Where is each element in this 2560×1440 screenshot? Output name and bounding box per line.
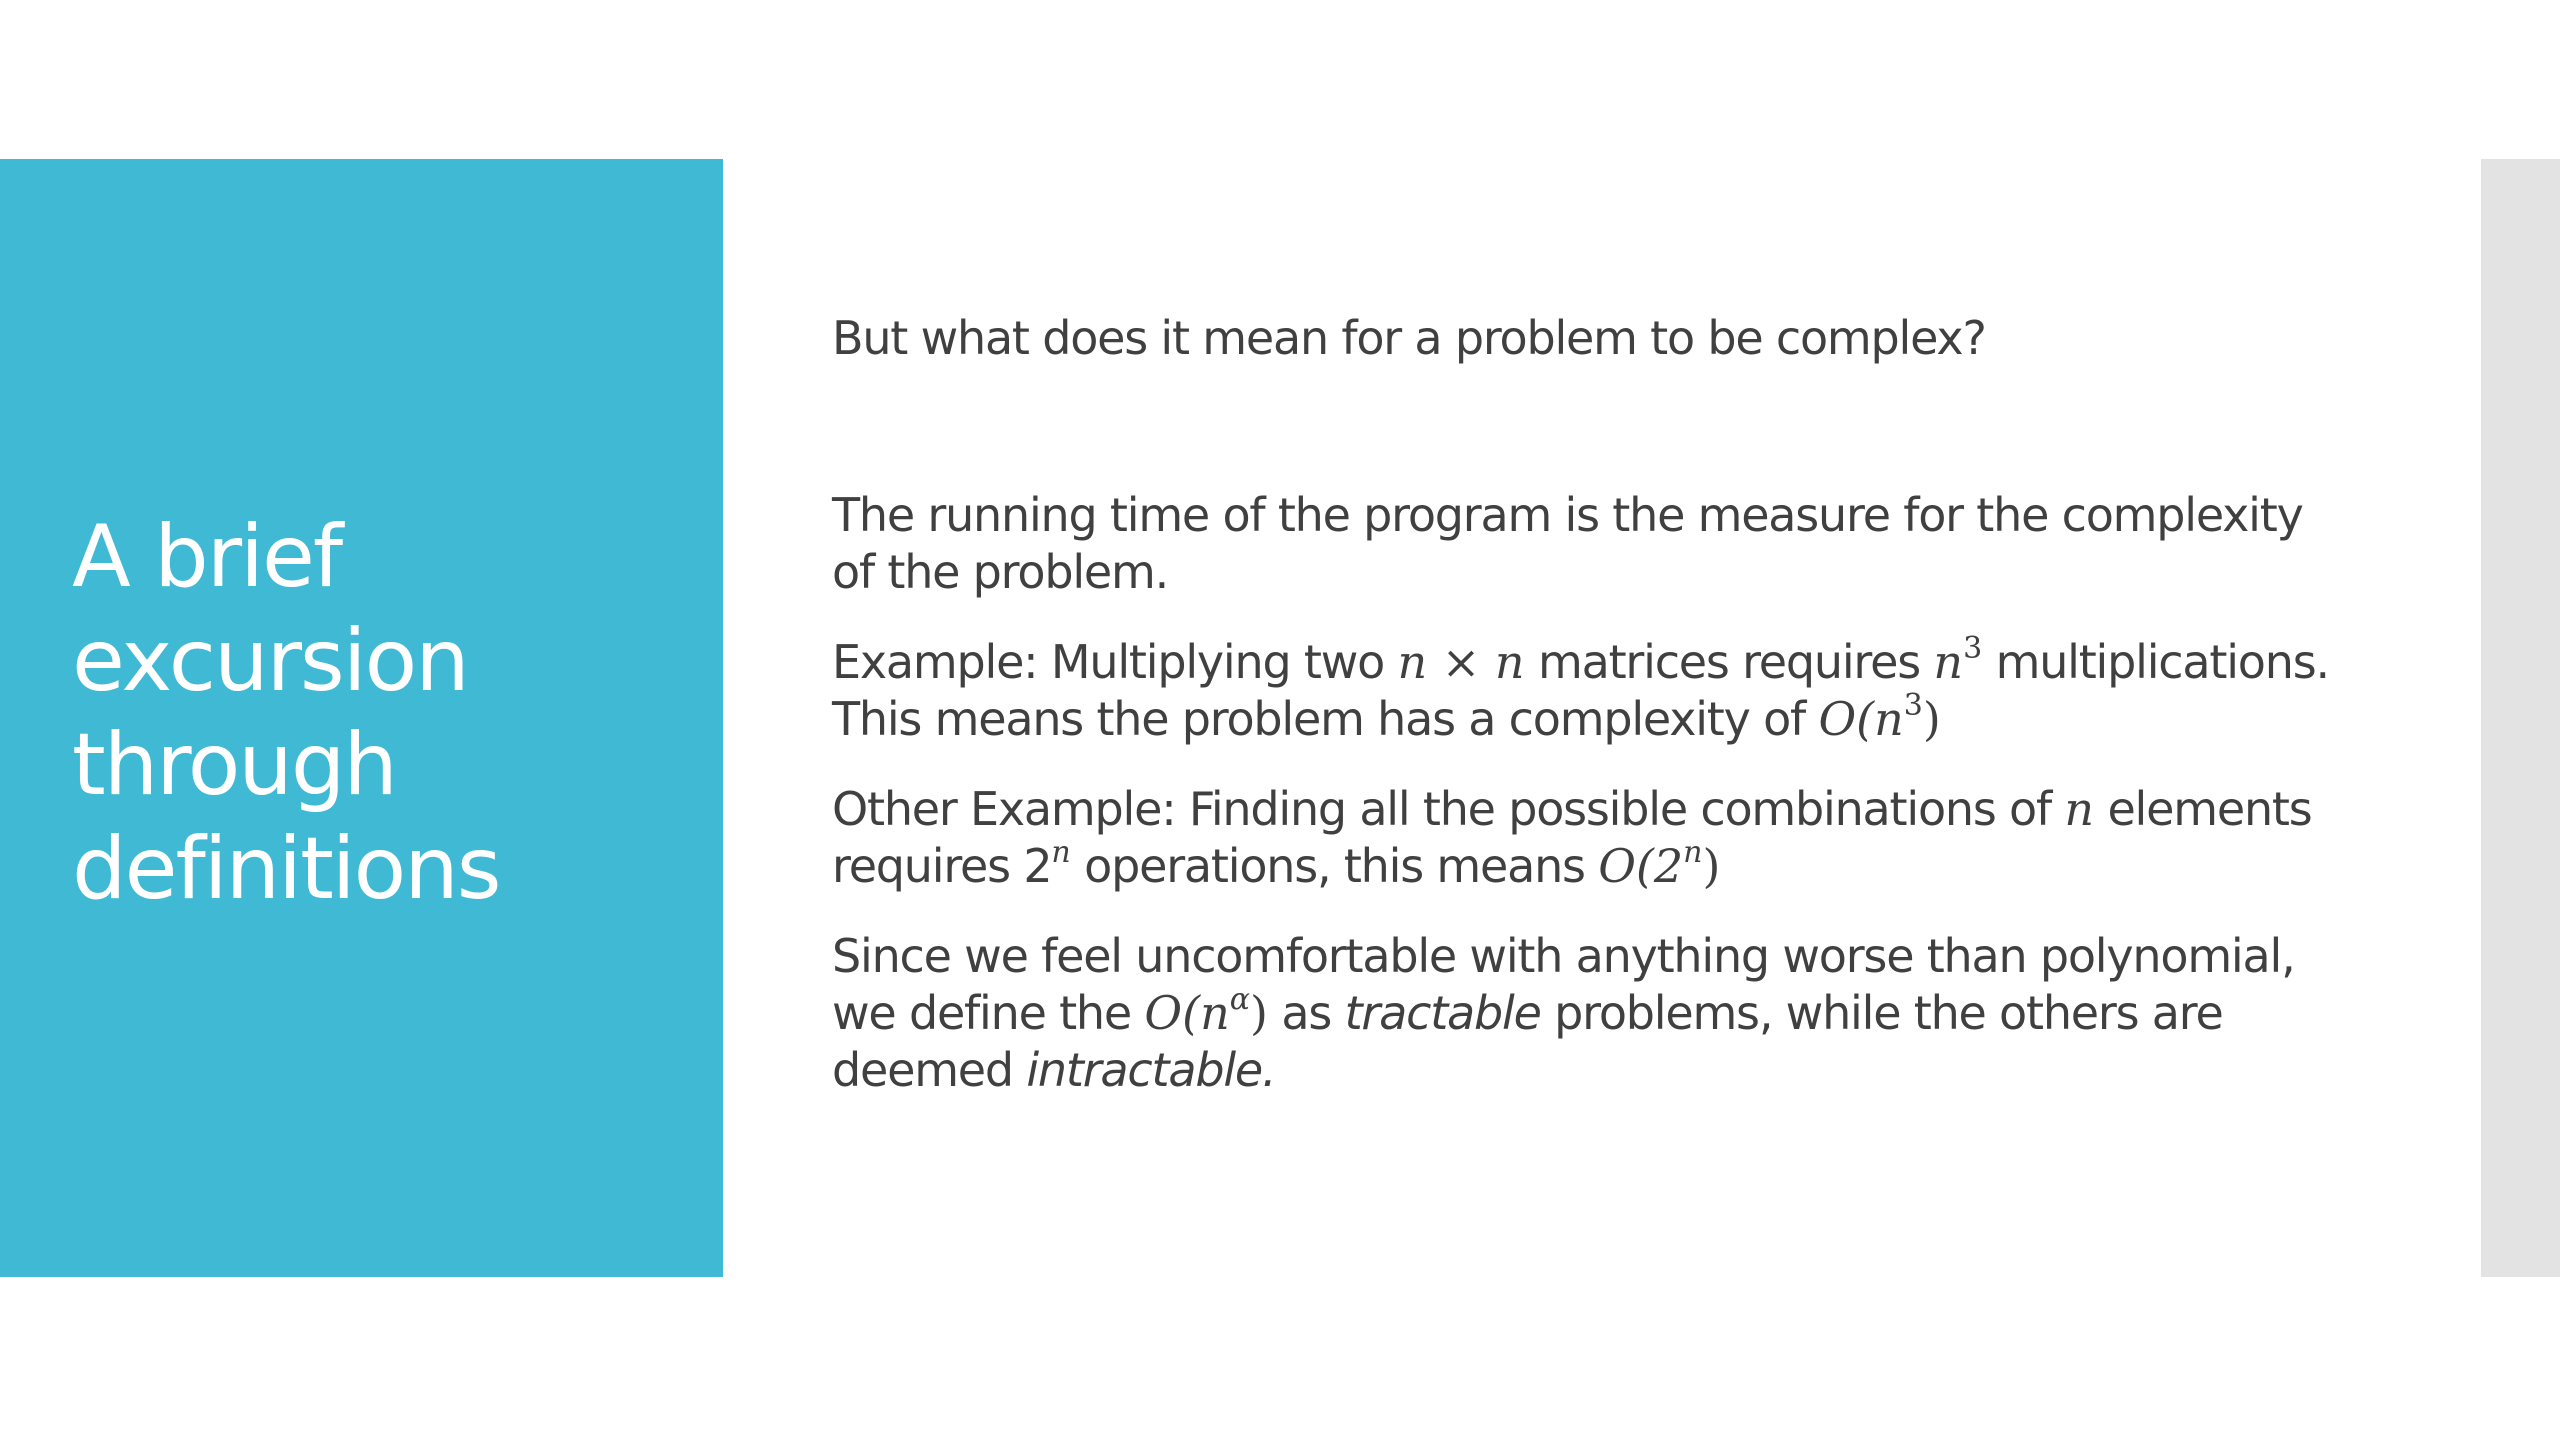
text-run: as <box>1267 986 1345 1040</box>
running-time-paragraph: The running time of the program is the measure for the complexity of the problem. <box>832 488 2303 599</box>
math-exponent: n <box>1051 835 1071 870</box>
intractable-term: intractable. <box>1026 1043 1276 1097</box>
math-n: n <box>2064 782 2095 836</box>
math-big-o-n-alpha <box>1144 982 1268 1040</box>
slide-body <box>832 310 2352 1099</box>
text-run: operations, this means <box>1070 839 1599 893</box>
text-run: matrices requires <box>1524 635 1934 689</box>
math-exponent: α <box>1229 982 1250 1017</box>
tractable-definition-paragraph <box>832 928 2352 1099</box>
math-exponent: n <box>1683 835 1703 870</box>
text-run: Since we feel uncomfortable with anything worse than polynomial, we define the <box>832 929 2295 1040</box>
math-big-o: O( <box>1818 692 1875 746</box>
tractable-term: tractable <box>1344 986 1541 1040</box>
text-run: multiplications. This means the problem has a complexity of <box>832 635 2329 746</box>
math-base: n <box>1874 692 1904 746</box>
math-big-o: O(2 <box>1598 839 1684 893</box>
math-exponent: 3 <box>1903 688 1923 723</box>
math-exponent: 3 <box>1963 631 1983 666</box>
math-close-paren: ) <box>1250 986 1268 1040</box>
math-base: n <box>1200 986 1230 1040</box>
right-accent-bar <box>2481 159 2560 1277</box>
math-close-paren: ) <box>1922 692 1941 746</box>
math-n-times-n: n × n <box>1397 635 1525 689</box>
question-paragraph: But what does it mean for a problem to be complex? <box>832 311 1986 365</box>
math-big-o-two-to-n <box>1598 835 1721 893</box>
combinations-example-paragraph <box>832 781 2352 895</box>
math-close-paren: ) <box>1702 839 1721 893</box>
math-base: n <box>1933 635 1964 689</box>
text-run: Example: Multiplying two <box>832 635 1398 689</box>
text-run: elements requires 2 <box>832 782 2312 893</box>
math-big-o: O( <box>1144 986 1201 1040</box>
text-run: problems, while the others are deemed <box>832 986 2223 1097</box>
math-exponent-n <box>1051 835 1071 893</box>
slide-title: A brief excursion through definitions <box>72 507 500 919</box>
math-big-o-n-cubed <box>1818 688 1941 746</box>
math-n-cubed <box>1933 631 1983 689</box>
text-run: Other Example: Finding all the possible combinations of <box>832 782 2065 836</box>
matrix-example-paragraph <box>832 631 2352 748</box>
